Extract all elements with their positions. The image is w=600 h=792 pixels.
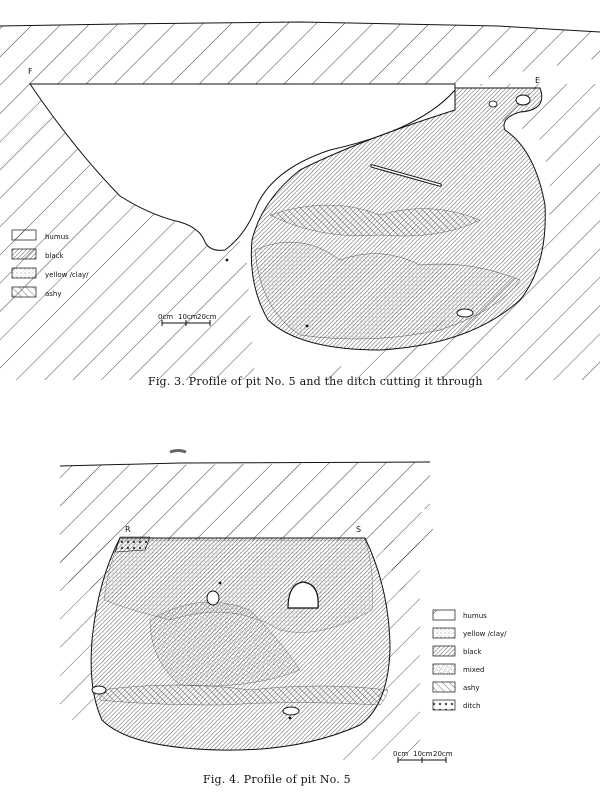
fig4-legend-humus: humus — [463, 612, 487, 620]
fig4-scale-10: 10cm — [413, 750, 433, 758]
figure-4 — [60, 451, 507, 764]
fig4-legend-yellow: yellow /clay/ — [463, 630, 507, 638]
stone-shape — [207, 591, 219, 605]
fig3-legend-ashy: ashy — [45, 290, 62, 298]
fig3-humus-fill — [0, 22, 600, 84]
fig3-legend-black: black — [45, 252, 64, 260]
fig3-scale-0: 0cm — [158, 313, 174, 321]
fig4-legend-ashy: ashy — [463, 684, 480, 692]
fig4-point-right: S — [356, 525, 362, 534]
fig4-legend-mixed: mixed — [463, 666, 485, 674]
figure-3 — [0, 0, 600, 380]
fig4-scale-0: 0cm — [393, 750, 409, 758]
fig3-caption: Fig. 3. Profile of pit No. 5 and the ditch cutting it through — [148, 375, 483, 388]
fig4-point-left: R — [125, 525, 131, 534]
fig4-ditch-fill — [115, 537, 150, 552]
fig4-scale-bar — [393, 750, 453, 763]
fig3-point-left: F — [28, 67, 33, 76]
fig3-legend-humus: humus — [45, 233, 69, 241]
stone-shape — [457, 309, 473, 317]
fig4-legend-ditch: ditch — [463, 702, 481, 710]
fig3-legend-yellow: yellow /clay/ — [45, 271, 89, 279]
fig4-scale-20: 20cm — [433, 750, 453, 758]
fig4-legend — [433, 610, 507, 710]
fig4-legend-black: black — [463, 648, 482, 656]
fig3-scale-10: 10cm — [178, 313, 198, 321]
fig4-caption: Fig. 4. Profile of pit No. 5 — [203, 773, 351, 786]
fig3-point-right: E — [535, 76, 541, 85]
fig3-scale-20: 20cm — [197, 313, 217, 321]
